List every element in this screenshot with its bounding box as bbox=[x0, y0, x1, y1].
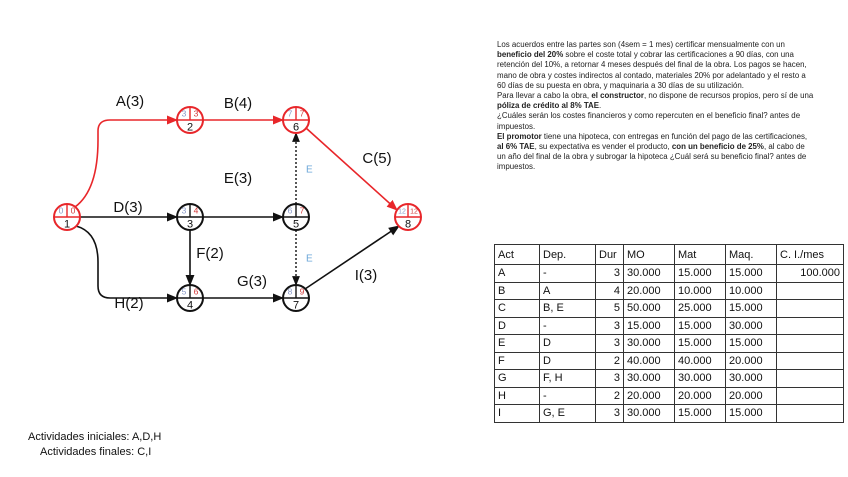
late-time: 0 bbox=[70, 205, 76, 216]
table-cell: 20.000 bbox=[675, 387, 726, 405]
table-row bbox=[495, 282, 844, 300]
table-cell: 30.000 bbox=[624, 265, 675, 283]
table-cell: 20.000 bbox=[726, 352, 777, 370]
activity-label: A(3) bbox=[115, 93, 145, 110]
activity-label: C(5) bbox=[362, 150, 392, 167]
statement-text: ¿Cuáles serán los costes financieros y como repercuten en el beneficio final? antes de impuestos. bbox=[497, 111, 801, 131]
activity-arrow-7-8 bbox=[305, 226, 399, 289]
early-time: 7 bbox=[287, 108, 293, 119]
table-cell bbox=[777, 335, 844, 353]
table-cell: 20.000 bbox=[624, 387, 675, 405]
dummy-label: E bbox=[306, 253, 313, 265]
node-number: 1 bbox=[63, 218, 71, 231]
table-cell: D bbox=[540, 335, 596, 353]
table-cell: 10.000 bbox=[726, 282, 777, 300]
early-time: 12 bbox=[398, 208, 406, 216]
table-cell bbox=[777, 352, 844, 370]
early-time: 3 bbox=[181, 108, 187, 119]
table-cell: 15.000 bbox=[726, 300, 777, 318]
table-cell: B bbox=[495, 282, 540, 300]
table-cell: 15.000 bbox=[726, 405, 777, 423]
table-cell bbox=[777, 317, 844, 335]
early-time: 8 bbox=[287, 286, 293, 297]
table-cell: 15.000 bbox=[624, 317, 675, 335]
emphasis-text: al 6% TAE bbox=[497, 142, 535, 152]
table-row bbox=[495, 265, 844, 283]
node-number: 6 bbox=[292, 121, 300, 134]
early-time: 5 bbox=[181, 286, 187, 297]
table-cell: 30.000 bbox=[726, 370, 777, 388]
final-activities: Actividades finales: C,I bbox=[40, 446, 152, 458]
event-node-3 bbox=[177, 204, 203, 231]
emphasis-text: El promotor bbox=[497, 131, 542, 141]
statement-paragraph bbox=[497, 132, 815, 173]
table-cell: 20.000 bbox=[624, 282, 675, 300]
late-time: 7 bbox=[299, 205, 305, 216]
table-cell: G, E bbox=[540, 405, 596, 423]
event-node-5 bbox=[283, 204, 309, 231]
late-time: 6 bbox=[193, 286, 199, 297]
table-cell: 5 bbox=[596, 300, 624, 318]
emphasis-text: beneficio del 20% bbox=[497, 50, 564, 60]
node-number: 5 bbox=[292, 218, 300, 231]
table-cell bbox=[777, 387, 844, 405]
event-node-8 bbox=[395, 204, 421, 231]
statement-paragraph bbox=[497, 40, 815, 91]
table-cell: 25.000 bbox=[675, 300, 726, 318]
emphasis-text: póliza de crédito al 8% TAE bbox=[497, 101, 600, 111]
statement-paragraph bbox=[497, 111, 815, 131]
statement-text: , no dispone de recursos propios, pero sí de una bbox=[643, 91, 814, 101]
table-cell: 30.000 bbox=[726, 317, 777, 335]
table-cell: A bbox=[495, 265, 540, 283]
event-node-2 bbox=[177, 107, 203, 134]
table-cell: 3 bbox=[596, 265, 624, 283]
late-time: 9 bbox=[299, 286, 305, 297]
table-cell: 3 bbox=[596, 317, 624, 335]
statement-text: Para llevar a cabo la obra, bbox=[497, 91, 592, 101]
dummy-label: E bbox=[306, 164, 313, 176]
table-row bbox=[495, 352, 844, 370]
statement-text: Los acuerdos entre las partes son (4sem = 1 mes) certificar mensualmente con un bbox=[497, 40, 785, 49]
column-header: Mat bbox=[675, 245, 726, 265]
initial-activities: Actividades iniciales: A,D,H bbox=[28, 431, 162, 443]
table-row bbox=[495, 405, 844, 423]
table-cell: G bbox=[495, 370, 540, 388]
table-cell: 15.000 bbox=[675, 335, 726, 353]
table-cell: 15.000 bbox=[675, 405, 726, 423]
activity-label: I(3) bbox=[354, 267, 378, 284]
table-cell: 15.000 bbox=[726, 265, 777, 283]
statement-text: , al cabo de un año del final de la obra y subrogar la hipoteca ¿Cuál será su beneficio final? antes de impuestos. bbox=[497, 142, 807, 172]
column-header: MO bbox=[624, 245, 675, 265]
table-cell: - bbox=[540, 265, 596, 283]
table-cell: 10.000 bbox=[675, 282, 726, 300]
node-number: 3 bbox=[186, 218, 194, 231]
table-cell: 3 bbox=[596, 335, 624, 353]
emphasis-text: con un beneficio de 25% bbox=[671, 142, 764, 152]
table-cell: - bbox=[540, 387, 596, 405]
table-header-row bbox=[495, 245, 844, 265]
statement-paragraph bbox=[497, 91, 815, 111]
table-cell: 4 bbox=[596, 282, 624, 300]
table-cell: - bbox=[540, 317, 596, 335]
emphasis-text: el constructor bbox=[591, 91, 644, 101]
table-cell bbox=[777, 370, 844, 388]
late-time: 7 bbox=[299, 108, 305, 119]
table-cell: D bbox=[540, 352, 596, 370]
statement-text: tiene una hipoteca, con entregas en función del pago de las certificaciones, bbox=[541, 131, 808, 141]
activity-label: E(3) bbox=[223, 170, 253, 187]
table-cell bbox=[777, 405, 844, 423]
statement-text: . bbox=[599, 101, 602, 111]
node-number: 4 bbox=[186, 299, 194, 312]
late-time: 3 bbox=[193, 108, 199, 119]
table-cell: A bbox=[540, 282, 596, 300]
table-cell: F, H bbox=[540, 370, 596, 388]
activity-arrow-1-2 bbox=[75, 120, 177, 207]
late-time: 12 bbox=[410, 208, 418, 216]
activity-cost-table bbox=[494, 244, 844, 423]
table-cell: 20.000 bbox=[726, 387, 777, 405]
table-cell: E bbox=[495, 335, 540, 353]
table-cell: B, E bbox=[540, 300, 596, 318]
node-number: 8 bbox=[404, 218, 412, 231]
table-row bbox=[495, 335, 844, 353]
table-cell: D bbox=[495, 317, 540, 335]
early-time: 6 bbox=[287, 205, 293, 216]
activity-label: H(2) bbox=[114, 295, 144, 312]
table-cell: 30.000 bbox=[624, 405, 675, 423]
table-cell bbox=[777, 300, 844, 318]
table-cell: 15.000 bbox=[675, 317, 726, 335]
table-row bbox=[495, 370, 844, 388]
table-cell: 2 bbox=[596, 352, 624, 370]
activity-arrow-1-4 bbox=[76, 226, 177, 298]
table-cell: 50.000 bbox=[624, 300, 675, 318]
activity-label: F(2) bbox=[196, 245, 224, 262]
table-cell: 100.000 bbox=[777, 265, 844, 283]
column-header: Act bbox=[495, 245, 540, 265]
late-time: 4 bbox=[193, 205, 199, 216]
activity-arrow-6-8 bbox=[306, 128, 397, 210]
column-header: C. I./mes bbox=[777, 245, 844, 265]
table-cell: 3 bbox=[596, 405, 624, 423]
table-cell bbox=[777, 282, 844, 300]
table-cell: 2 bbox=[596, 387, 624, 405]
event-node-1 bbox=[54, 204, 80, 231]
table-cell: H bbox=[495, 387, 540, 405]
node-number: 7 bbox=[292, 299, 300, 312]
node-number: 2 bbox=[186, 121, 194, 134]
table-cell: 30.000 bbox=[624, 335, 675, 353]
activity-label: B(4) bbox=[223, 95, 253, 112]
early-time: 0 bbox=[58, 205, 64, 216]
table-cell: F bbox=[495, 352, 540, 370]
event-node-7 bbox=[283, 285, 309, 312]
table-cell: 30.000 bbox=[675, 370, 726, 388]
table-cell: 15.000 bbox=[675, 265, 726, 283]
table-cell: C bbox=[495, 300, 540, 318]
table-row bbox=[495, 300, 844, 318]
event-node-6 bbox=[283, 107, 309, 134]
activity-label: D(3) bbox=[113, 199, 143, 216]
table-cell: 40.000 bbox=[624, 352, 675, 370]
column-header: Dur bbox=[596, 245, 624, 265]
activity-label: G(3) bbox=[237, 273, 267, 290]
table-row bbox=[495, 317, 844, 335]
table-cell: 15.000 bbox=[726, 335, 777, 353]
activities-summary bbox=[28, 430, 161, 460]
table-cell: 40.000 bbox=[675, 352, 726, 370]
statement-text: , su expectativa es vender el producto, bbox=[534, 142, 672, 152]
event-node-4 bbox=[177, 285, 203, 312]
early-time: 3 bbox=[181, 205, 187, 216]
table-cell: 30.000 bbox=[624, 370, 675, 388]
column-header: Dep. bbox=[540, 245, 596, 265]
statement-text: sobre el coste total y cobrar las certificaciones a 90 días, con una retención del 10%, a retornar 4 meses después del final de la obra. Los pagos se hacen, mano de obra y costes indirectos al contado, materiales 20% por adelantado y el resto a 60 días de su puesta en obra, y maquinaria a 30 días de su utilización. bbox=[497, 50, 807, 90]
table-cell: 3 bbox=[596, 370, 624, 388]
table-cell: I bbox=[495, 405, 540, 423]
table-row bbox=[495, 387, 844, 405]
column-header: Maq. bbox=[726, 245, 777, 265]
problem-statement bbox=[497, 40, 815, 173]
